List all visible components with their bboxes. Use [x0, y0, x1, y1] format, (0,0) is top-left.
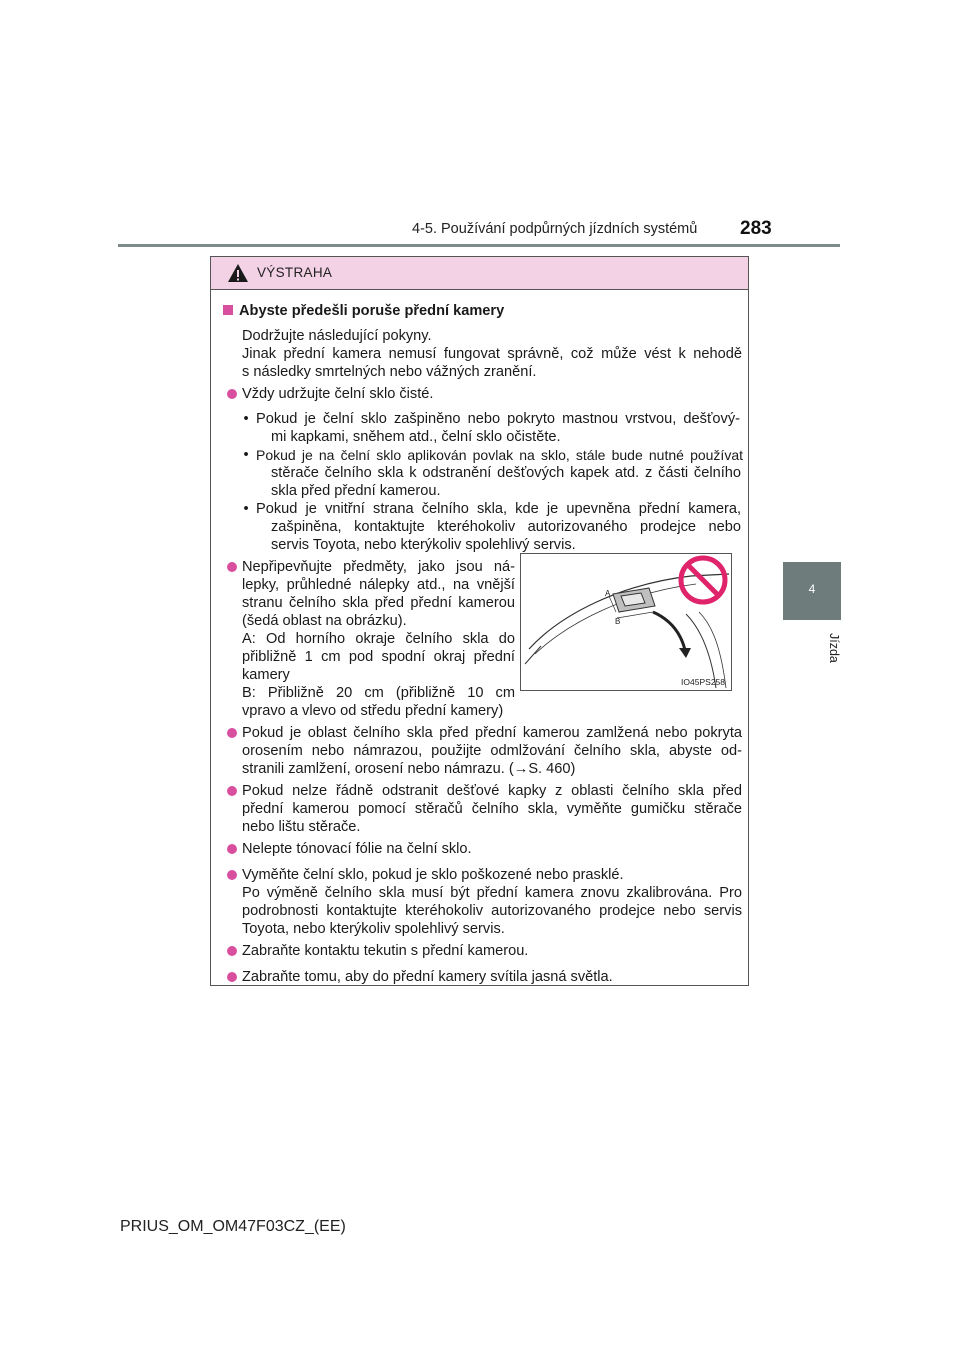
side-tab-label: Jízda: [827, 633, 841, 663]
sub-bullet-line: stěrače čelního skla k odstranění dešťových kapek atd. z části čelního: [271, 465, 741, 481]
figure-code: IO45PS258: [681, 677, 725, 687]
intro-line: Dodržujte následující pokyny.: [242, 328, 432, 344]
bullet-2-line: stranu čelního skla před přední kamerou: [242, 595, 515, 611]
bullet-3-line: Pokud je oblast čelního skla před přední kamerou zamlžená nebo pokryta: [242, 725, 742, 741]
bullet-5: Nelepte tónovací fólie na čelní sklo.: [242, 841, 472, 857]
bullet-dot-icon: [227, 870, 237, 880]
bullet-8: Zabraňte tomu, aby do přední kamery svítila jasná světla.: [242, 969, 613, 985]
dash-icon: •: [243, 447, 249, 463]
figure-label-a: A: [605, 589, 611, 598]
bullet-4-line: přední kamerou pomocí stěračů čelního skla, vyměňte gumičku stěrače: [242, 801, 742, 817]
bullet-dot-icon: [227, 786, 237, 796]
sub-bullet-line: Pokud je čelní sklo zašpiněno nebo pokryto mastnou vrstvou, dešťový-: [256, 411, 740, 427]
dash-icon: •: [243, 411, 249, 427]
bullet-dot-icon: [227, 972, 237, 982]
bullet-3-line: orosením nebo námrazou, použijte odmlžování čelního skla, abyste od-: [242, 743, 742, 759]
bullet-2-line: (šedá oblast na obrázku).: [242, 613, 407, 629]
bullet-7: Zabraňte kontaktu tekutin s přední kamerou.: [242, 943, 529, 959]
bullet-6-line: podrobnosti kontaktujte kteréhokoliv autorizovaného prodejce nebo servis: [242, 903, 742, 919]
bullet-6-line: Vyměňte čelní sklo, pokud je sklo poškozené nebo prasklé.: [242, 867, 624, 883]
bullet-6-line: Toyota, nebo kterýkoliv spolehlivý servis.: [242, 921, 505, 937]
header-rule: [118, 244, 840, 247]
bullet-2-line: přibližně 1 cm pod spodní okraj přední: [242, 649, 515, 665]
bullet-dot-icon: [227, 946, 237, 956]
bullet-dot-icon: [227, 389, 237, 399]
sub-bullet-line: servis Toyota, nebo kterýkoliv spolehlivý servis.: [271, 537, 576, 553]
bullet-dot-icon: [227, 562, 237, 572]
bullet-4-line: Pokud nelze řádně odstranit dešťové kapky z oblasti čelního skla před: [242, 783, 742, 799]
bullet-3-line: stranili zamlžení, orosení nebo námrazu. (→S. 460): [242, 761, 576, 777]
header-section: 4-5. Používání podpůrných jízdních systémů: [412, 221, 698, 237]
warning-triangle-icon: [227, 263, 249, 283]
sub-bullet-line: Pokud je vnitřní strana čelního skla, kde je upevněna přední kamera,: [256, 501, 741, 517]
square-bullet-icon: [223, 305, 233, 315]
windshield-camera-illustration: [521, 554, 731, 690]
footer-document-id: PRIUS_OM_OM47F03CZ_(EE): [120, 1218, 346, 1235]
sub-bullet-line: Pokud je na čelní sklo aplikován povlak na sklo, stále bude nutné používat: [256, 447, 743, 463]
sub-bullet-line: mi kapkami, sněhem atd., čelní sklo očistěte.: [271, 429, 561, 445]
intro-line: s následky smrtelných nebo vážných zranění.: [242, 364, 537, 380]
side-tab-number: 4: [808, 582, 816, 596]
side-tab: [783, 562, 841, 620]
bullet-2-line: kamery: [242, 667, 290, 683]
dash-icon: •: [243, 501, 249, 517]
sub-bullet-line: skla před přední kamerou.: [271, 483, 441, 499]
figure-label-b: B: [615, 617, 621, 626]
bullet-2-line: lepky, průhledné nálepky atd., na vnější: [242, 577, 515, 593]
bullet-dot-icon: [227, 844, 237, 854]
bullet-dot-icon: [227, 728, 237, 738]
bullet-2-line: B: Přibližně 20 cm (přibližně 10 cm: [242, 685, 515, 701]
warning-header: [211, 257, 748, 290]
windshield-figure: [520, 553, 732, 691]
bullet-4-line: nebo lištu stěrače.: [242, 819, 361, 835]
bullet-6-line: Po výměně čelního skla musí být přední kamera znovu zkalibrována. Pro: [242, 885, 742, 901]
bullet-2-line: vpravo a vlevo od středu přední kamery): [242, 703, 504, 719]
warning-heading: Abyste předešli poruše přední kamery: [223, 302, 504, 320]
warning-title: VÝSTRAHA: [257, 265, 333, 280]
page-number: 283: [740, 218, 772, 239]
bullet-1: Vždy udržujte čelní sklo čisté.: [242, 386, 434, 402]
bullet-2-line: A: Od horního okraje čelního skla do: [242, 631, 515, 647]
intro-line: Jinak přední kamera nemusí fungovat správně, což může vést k nehodě: [242, 346, 742, 362]
sub-bullet-line: zašpiněna, kontaktujte kteréhokoliv autorizovaného prodejce nebo: [271, 519, 741, 535]
bullet-2-line: Nepřipevňujte předměty, jako jsou ná-: [242, 559, 515, 575]
